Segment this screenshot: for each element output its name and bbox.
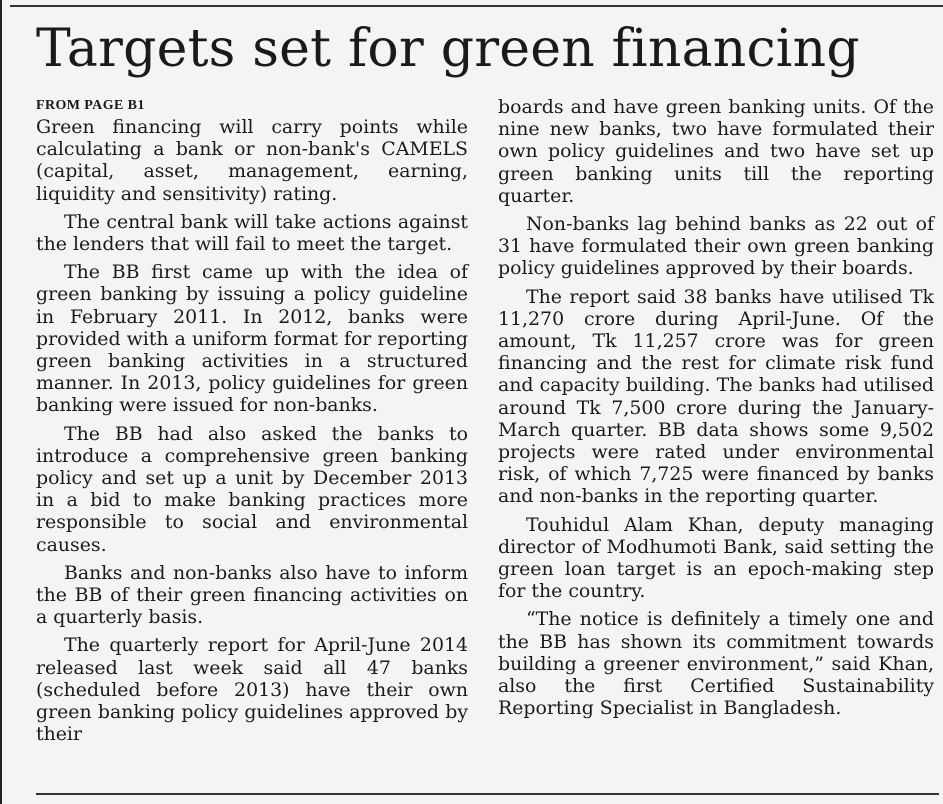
- article-column-right: [498, 96, 934, 725]
- top-rule: [10, 5, 943, 7]
- paragraph: Touhidul Alam Khan, deputy managing director of Modhumoti Bank, said setting the green loan target is an epoch-making step for the country.: [498, 513, 934, 603]
- paragraph: The BB first came up with the idea of green banking by issuing a policy guideline in February 2011. In 2012, banks were provided with a uniform format for reporting green banking activities in a structured manner. In 2013, policy guidelines for green banking were issued for non-banks.: [36, 261, 468, 417]
- paragraph: The quarterly report for April-June 2014 released last week said all 47 banks (scheduled before 2013) have their own green banking policy guidelines approved by their: [36, 634, 468, 746]
- paragraph: boards and have green banking units. Of the nine new banks, two have formulated their own policy guidelines and two have set up green banking units till the reporting quarter.: [498, 96, 934, 207]
- paragraph: Banks and non-banks also have to inform the BB of their green financing activities on a quarterly basis.: [36, 561, 468, 629]
- headline: Targets set for green financing: [36, 19, 860, 79]
- paragraph: The BB had also asked the banks to introduce a comprehensive green banking policy and set up a unit by December 2013 in a bid to make banking practices more responsible to social and environmental causes.: [36, 422, 468, 556]
- paragraph: Green financing will carry points while calculating a bank or non-bank's CAMELS (capital, asset, management, earning, liquidity and sensitivity) rating.: [36, 116, 468, 205]
- jump-line: FROM PAGE B1: [36, 98, 145, 113]
- paragraph: The central bank will take actions against the lenders that will fail to meet the target.: [36, 210, 468, 256]
- paragraph: Non-banks lag behind banks as 22 out of 31 have formulated their own green banking policy guidelines approved by their boards.: [498, 213, 934, 280]
- article-column-left: [36, 96, 468, 751]
- bottom-rule: [36, 793, 939, 795]
- paragraph: The report said 38 banks have utilised Tk 11,270 crore during April-June. Of the amount, Tk 11,257 crore was for green financing and the rest for climate risk fund and capacity building. The banks had utilised around Tk 7,500 crore during the January-March quarter. BB data shows some 9,502 projects were rated under environmental risk, of which 7,725 were financed by banks and non-banks in the reporting quarter.: [498, 285, 934, 508]
- paragraph: “The notice is definitely a timely one and the BB has shown its commitment towards building a greener environment,” said Khan, also the first Certified Sustainability Reporting Specialist in Bangladesh.: [498, 608, 934, 720]
